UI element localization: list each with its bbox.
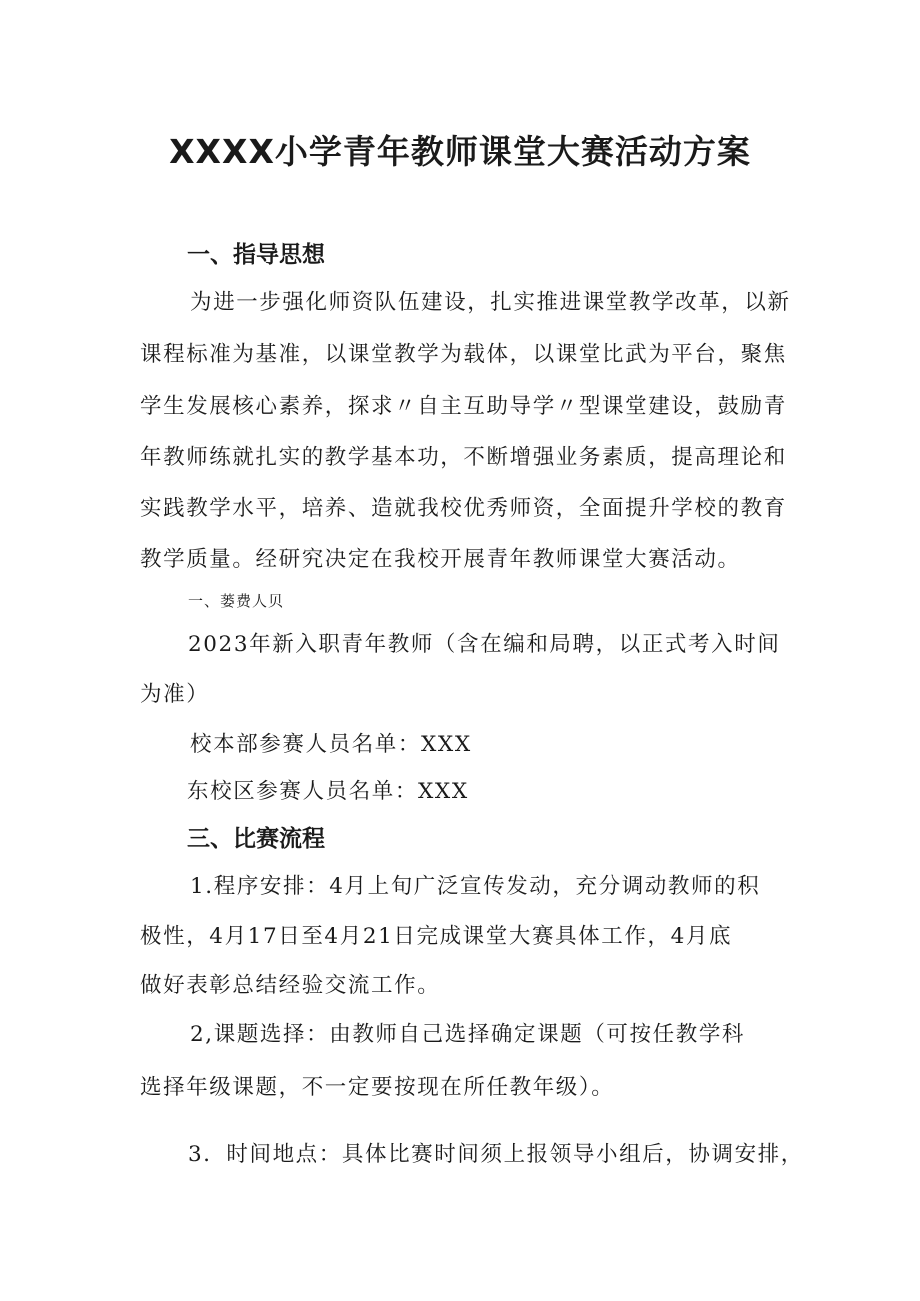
paragraph-line: 学生发展核心素养，探求〃自主互助导学〃型课堂建设，鼓励青 — [140, 394, 787, 419]
paragraph-line: 做好表彰总结经验交流工作。 — [140, 973, 441, 998]
paragraph-line: 极性，4月17日至4月21日完成课堂大赛具体工作，4月底 — [140, 924, 733, 949]
paragraph-line: 实践教学水平，培养、造就我校优秀师资，全面提升学校的教育 — [140, 496, 787, 521]
paragraph-line: 2,课题选择：由教师自己选择确定课题（可按任教学科 — [190, 1022, 746, 1047]
paragraph-line: 3．时间地点：具体比赛时间须上报领导小组后，协调安排， — [188, 1142, 804, 1167]
section-heading-participants: 一、蒌费人贝 — [188, 592, 285, 610]
participant-list-main-campus: 校本部参赛人员名单：XXX — [190, 732, 472, 757]
participant-list-east-campus: 东校区参赛人员名单：XXX — [187, 779, 469, 804]
paragraph-line: 选择年级课题，不一定要按现在所任教年级）。 — [140, 1075, 615, 1100]
paragraph-line: 课程标准为基准，以课堂教学为载体，以课堂比武为平台，聚焦 — [140, 342, 787, 367]
paragraph-line: 教学质量。经研究决定在我校开展青年教师课堂大赛活动。 — [140, 547, 741, 572]
paragraph-line: 为进一步强化师资队伍建设，扎实推进课堂教学改革，以新 — [190, 290, 791, 315]
document-title: XXXX小学青年教师课堂大赛活动方案 — [169, 132, 751, 171]
paragraph-line: 为准） — [140, 682, 210, 707]
paragraph-line: 1.程序安排：4月上旬广泛宣传发动，充分调动教师的积 — [190, 874, 761, 899]
section-heading-guiding-thought: 一、指导思想 — [187, 242, 325, 268]
paragraph-line: 年教师练就扎实的教学基本功，不断增强业务素质，提高理论和 — [140, 445, 787, 470]
section-heading-competition-process: 三、比赛流程 — [187, 826, 325, 852]
paragraph-line: 2023年新入职青年教师（含在编和局聘，以正式考入时间 — [188, 632, 781, 657]
